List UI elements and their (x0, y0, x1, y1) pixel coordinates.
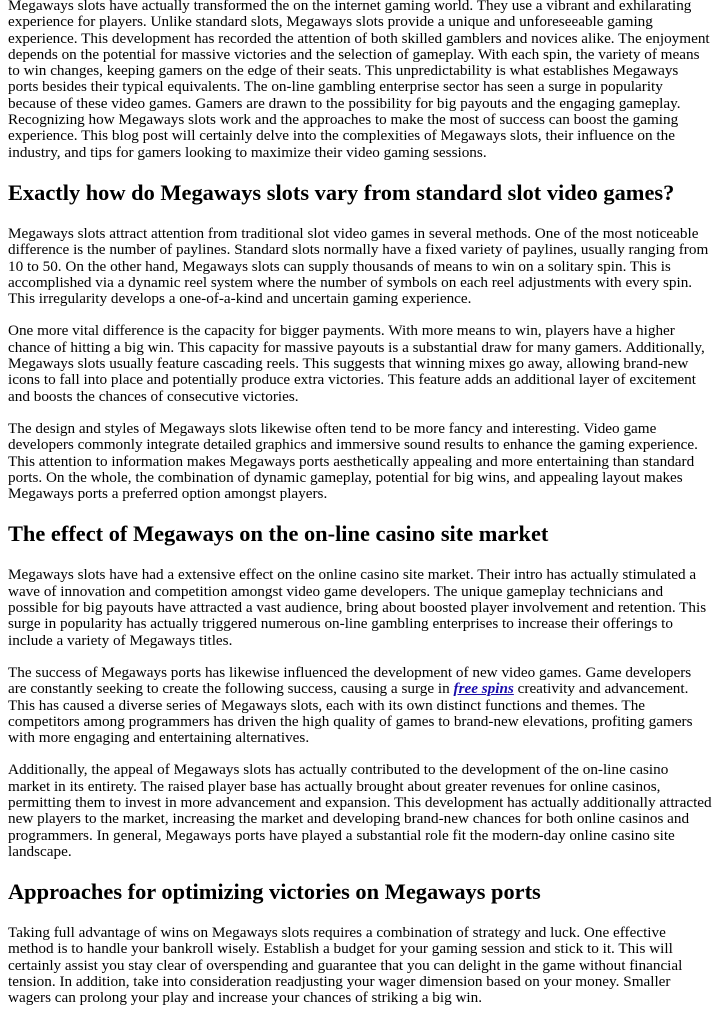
paragraph-with-link (8, 665, 712, 746)
paragraph: Additionally, the appeal of Megaways slots has actually contributed to the development of the on-line casino market in its entirety. The raised player base has actually brought about greater revenues for online casinos, permitting them to invest in more advancement and expansion. This development has actually additionally attracted new players to the market, increasing the market and developing brand-new chances for both online casinos and programmers. In general, Megaways ports have played a substantial role fit the modern-day online casino site landscape. (8, 761, 712, 860)
paragraph-text: creativity and advancement. This has caused a diverse series of Megaways slots, each with its own distinct functions and themes. The competitors among programmers has driven the high quality of games to brand-new elevations, profiting gamers with more engaging and entertaining alternatives. (8, 680, 693, 747)
paragraph: The design and styles of Megaways slots likewise often tend to be more fancy and interesting. Video game developers commonly integrate detailed graphics and immersive sound results to enhance the gaming experience. This attention to information makes Megaways ports aesthetically appealing and more entertaining than standard ports. On the whole, the combination of dynamic gameplay, potential for big wins, and appealing layout makes Megaways ports a preferred option amongst players. (8, 419, 698, 503)
section-heading-strategies: Approaches for optimizing victories on Megaways ports (8, 879, 541, 905)
paragraph: One more vital difference is the capacity for bigger payments. With more means to win, players have a higher chance of hitting a big win. This capacity for massive payouts is a substantial draw for many gamers. Additionally, Megaways slots usually feature cascading reels. This suggests that winning mixes go away, allowing brand-new icons to fall into place and potentially produce extra victories. This feature adds an additional layer of excitement and boosts the chances of consecutive victories. (8, 322, 705, 405)
paragraph: Taking full advantage of wins on Megaways slots requires a combination of strategy and luck. One effective method is to handle your bankroll wisely. Establish a budget for your gaming session and stick to it. This will certainly assist you stay clear of overspending and guarantee that you can delight in the game without financial tension. In addition, take into consideration readjusting your wager dimension based on your money. Smaller wagers can prolong your play and increase your chances of striking a big win. (8, 924, 683, 1007)
paragraph: Megaways slots have had a extensive effect on the online casino site market. Their intro has actually stimulated a wave of innovation and competition amongst video game developers. The unique gameplay technicians and possible for big payouts have attracted a vast audience, bring about boosted player involvement and retention. This surge in popularity has actually triggered numerous on-line gambling enterprises to increase their offerings to include a variety of Megaways titles. (8, 566, 707, 649)
free-spins-link[interactable]: free spins (453, 680, 514, 698)
section-heading-differences: Exactly how do Megaways slots vary from standard slot video games? (8, 179, 675, 205)
intro-paragraph: Megaways slots have actually transformed the on the internet gaming world. They use a vibrant and exhilarating experience for players. Unlike standard slots, Megaways slots provide a unique and unforeseeable gaming experience. This development has recorded the attention of both skilled gamblers and novices alike. The enjoyment depends on the potential for massive victories and the selection of gameplay. With each spin, the variety of means to win changes, keeping gamers on the edge of their seats. This unpredictability is what establishes Megaways ports besides their typical equivalents. The on-line gambling enterprise sector has seen a surge in popularity because of these video games. Gamers are drawn to the possibility for big payouts and the engaging gameplay. Recognizing how Megaways slots work and the approaches to make the most of success can boost the gaming experience. This blog post will certainly delve into the complexities of Megaways slots, their influence on the industry, and tips for gamers looking to maximize their video gaming sessions. (8, 0, 710, 161)
paragraph: Megaways slots attract attention from traditional slot video games in several methods. One of the most noticeable difference is the number of paylines. Standard slots normally have a fixed variety of paylines, usually ranging from 10 to 50. On the other hand, Megaways slots can supply thousands of means to win on a solitary spin. This is accomplished via a dynamic reel system where the number of symbols on each reel adjustments with every spin. This irregularity develops a one-of-a-kind and uncertain gaming experience. (8, 224, 709, 308)
paragraph-text: The success of Megaways ports has likewise influenced the development of new video games. Game developers are constantly seeking to create the following success, causing a surge in (8, 663, 692, 698)
section-heading-market-effect: The effect of Megaways on the on-line casino site market (8, 521, 549, 547)
